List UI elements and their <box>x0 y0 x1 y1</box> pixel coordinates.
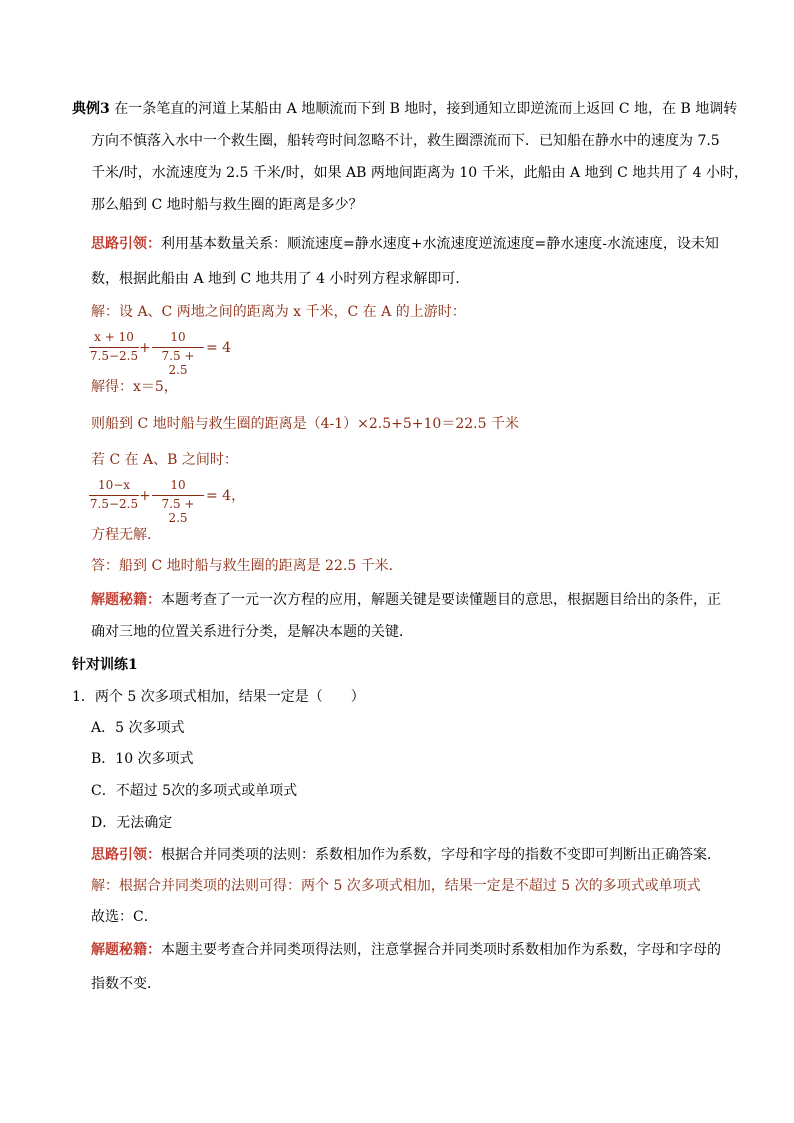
secret1-text-1: 本题考查了一元一次方程的应用，解题关键是要读懂题目的意思，根据题目给出的条件，正 <box>161 592 721 608</box>
hint2-line-1 <box>91 846 721 864</box>
eq2-numerator-1: 10−x <box>97 478 131 492</box>
solution1-solved: 解得：x＝5， <box>91 379 178 395</box>
eq2-plus: + <box>139 488 151 504</box>
solution1-case2: 若 C 在 A、B 之间时： <box>91 452 238 468</box>
eq1-numerator-1: x + 10 <box>94 330 134 344</box>
solution2-line-1: 解：根据合并同类项的法则可得：两个 5 次多项式相加，结果一定是不超过 5 次的多项式或单项式 <box>91 878 701 894</box>
eq2-numerator-2: 10 <box>170 478 186 492</box>
hint2-text-1: 根据合并同类项的法则：系数相加作为系数，字母和字母的指数不变即可判断出正确答案． <box>161 847 721 863</box>
example-line-1 <box>72 100 737 118</box>
eq1-fraction-2 <box>152 330 204 377</box>
eq2-fraction-1 <box>89 478 139 514</box>
eq2-rhs: = 4， <box>206 488 246 504</box>
eq2-fraction-bar-1 <box>89 495 139 496</box>
example-label: 典例3 <box>72 101 110 117</box>
eq2-denominator-2: 7.5 + 2.5 <box>161 497 195 525</box>
eq2-denominator-1: 7.5−2.5 <box>89 497 139 511</box>
secret2-label: 解题秘籍： <box>91 942 161 958</box>
secret1-line-1 <box>91 591 721 609</box>
secret2-line-1 <box>91 941 721 959</box>
secret1-label: 解题秘籍： <box>91 592 161 608</box>
hint1-text-1: 利用基本数量关系：顺流速度=静水速度+水流速度逆流速度=静水速度-水流速度，设未知 <box>161 236 719 252</box>
eq2-fraction-2 <box>152 478 204 525</box>
solution2-line-2: 故选：C． <box>91 909 158 925</box>
option-c: C．不超过 5次的多项式或单项式 <box>91 783 298 799</box>
eq1-numerator-2: 10 <box>170 330 186 344</box>
hint2-label: 思路引领： <box>91 847 161 863</box>
example-line-3: 千米/时，水流速度为 2.5 千米/时，如果 AB 两地间距离为 10 千米，此船由 A 地到 C 地共用了 4 小时， <box>91 165 749 181</box>
hint1-line-2: 数，根据此船由 A 地到 C 地共用了 4 小时列方程求解即可． <box>91 271 470 287</box>
example-line-2: 方向不慎落入水中一个救生圈，船转弯时间忽略不计，救生圈漂流而下．已知船在静水中的速度为 7.5 <box>91 133 720 149</box>
eq1-fraction-bar-2 <box>152 347 204 348</box>
training-heading: 针对训练1 <box>72 657 138 673</box>
eq1-fraction-1 <box>89 330 139 366</box>
solution1-intro: 解：设 A、C 两地之间的距离为 x 千米，C 在 A 的上游时： <box>91 304 466 320</box>
example-line-4: 那么船到 C 地时船与救生圈的距离是多少？ <box>91 197 363 213</box>
training-question: 1．两个 5 次多项式相加，结果一定是（ ） <box>72 689 365 705</box>
option-d: D．无法确定 <box>91 815 173 831</box>
hint1-line-1 <box>91 235 719 253</box>
secret2-text-1: 本题主要考查合并同类项得法则，注意掌握合并同类项时系数相加作为系数，字母和字母的 <box>161 942 721 958</box>
example-text-1: 在一条笔直的河道上某船由 A 地顺流而下到 B 地时，接到通知立即逆流而上返回 C 地，在 B 地调转 <box>114 101 738 117</box>
eq1-fraction-bar-1 <box>89 347 139 348</box>
solution1-answer: 答：船到 C 地时船与救生圈的距离是 22.5 千米． <box>91 558 403 574</box>
hint1-label: 思路引领： <box>91 236 161 252</box>
option-a: A．5 次多项式 <box>91 720 185 736</box>
option-b: B．10 次多项式 <box>91 751 194 767</box>
secret1-line-2: 确对三地的位置关系进行分类，是解决本题的关键． <box>91 624 413 640</box>
secret2-line-2: 指数不变． <box>91 976 161 992</box>
eq1-denominator-2: 7.5 + 2.5 <box>161 349 195 377</box>
solution1-distance: 则船到 C 地时船与救生圈的距离是（4-1）×2.5+5+10＝22.5 千米 <box>91 416 519 432</box>
eq1-plus: + <box>139 340 151 356</box>
eq1-rhs: = 4 <box>206 340 232 356</box>
eq1-denominator-1: 7.5−2.5 <box>89 349 139 363</box>
eq2-fraction-bar-2 <box>152 495 204 496</box>
solution1-no-solution: 方程无解． <box>91 527 161 543</box>
